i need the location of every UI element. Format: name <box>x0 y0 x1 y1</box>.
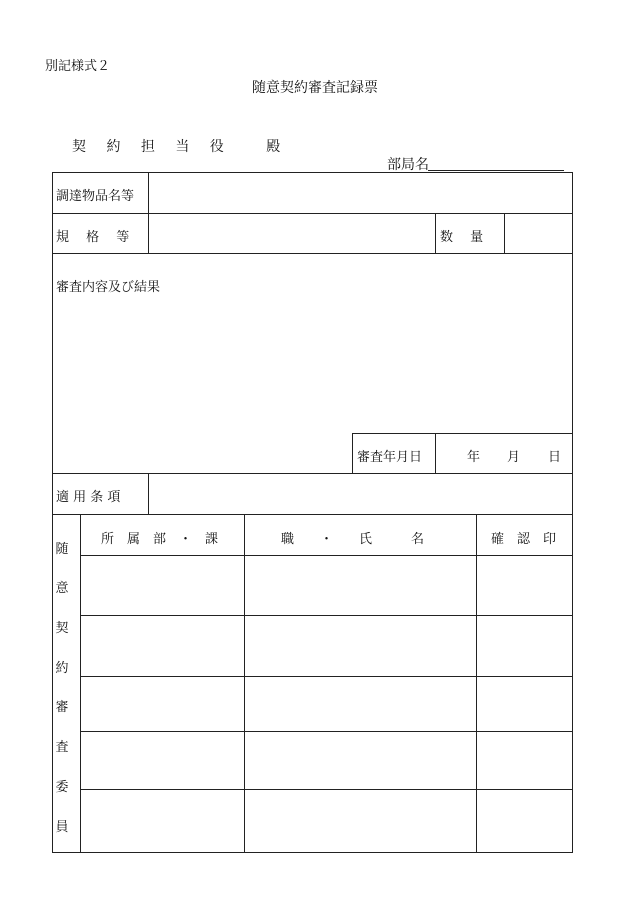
affiliation-header: 所 属 部 ・ 課 <box>101 532 219 547</box>
applicable-clause-label: 適 用 条 項 <box>56 490 121 505</box>
date-day-label: 日 <box>548 450 562 465</box>
department-input-line[interactable] <box>428 170 564 171</box>
member-row-5[interactable] <box>82 791 572 851</box>
quantity-field[interactable] <box>506 215 572 252</box>
item-name-field[interactable] <box>150 174 571 212</box>
review-content-field[interactable] <box>54 296 350 471</box>
review-content-label: 審査内容及び結果 <box>56 280 161 295</box>
document-title: 随意契約審査記録票 <box>252 80 378 96</box>
seal-header: 確 認 印 <box>491 532 557 547</box>
department-label: 部局名 <box>387 157 429 173</box>
spec-field[interactable] <box>150 215 434 252</box>
committee-label-char: 審 <box>55 700 69 715</box>
member-row-1[interactable] <box>82 557 572 614</box>
review-date-label: 審査年月日 <box>357 450 423 465</box>
quantity-label: 数 量 <box>440 230 484 245</box>
date-month-label: 月 <box>507 450 521 465</box>
spec-label: 規 格 等 <box>56 230 130 245</box>
item-name-label: 調達物品名等 <box>56 189 135 204</box>
member-row-3[interactable] <box>82 678 572 730</box>
member-row-4[interactable] <box>82 733 572 788</box>
member-row-2[interactable] <box>82 617 572 675</box>
committee-label-char: 員 <box>55 820 69 835</box>
addressee: 契 約 担 当 役 殿 <box>72 139 289 155</box>
date-year-label: 年 <box>467 450 481 465</box>
committee-label-char: 査 <box>55 740 69 755</box>
committee-label-char: 約 <box>55 661 69 676</box>
form-number: 別記様式２ <box>45 59 111 74</box>
committee-label-char: 随 <box>55 542 69 557</box>
committee-label-char: 委 <box>55 780 69 795</box>
committee-label-char: 契 <box>55 621 69 636</box>
committee-label-char: 意 <box>55 581 69 596</box>
title-name-header: 職 ・ 氏 名 <box>281 532 425 547</box>
applicable-clause-field[interactable] <box>150 475 571 513</box>
